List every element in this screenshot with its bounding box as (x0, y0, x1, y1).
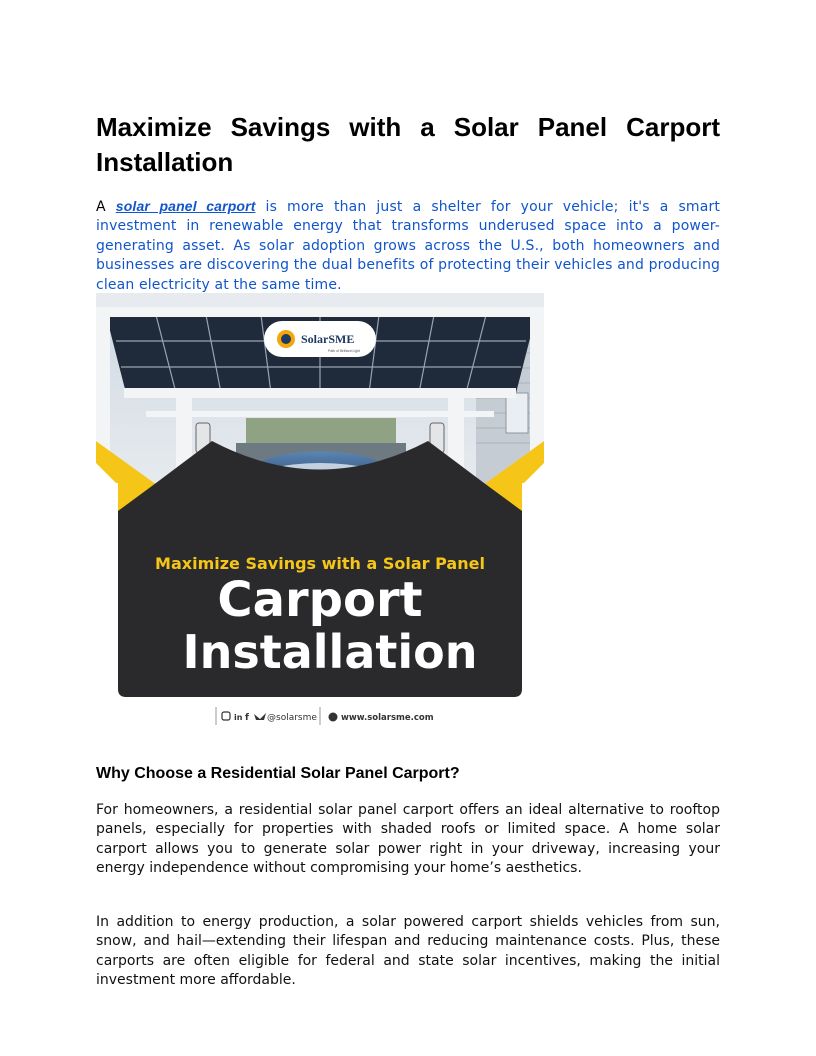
logo-tagline: Path of Brilliant Light (328, 349, 361, 353)
intro-lead: A (96, 199, 116, 215)
banner-headline-carport: Carport (217, 572, 423, 628)
solar-panel-carport-link[interactable]: solar panel carport (115, 198, 256, 214)
intro-text: is more than just a shelter for your vehicle; it's a smart investment in renewable energy that transforms underused space into a power-generating asset. As solar adoption grows across the U.S., both homeowners and businesses are discovering the dual benefits of protecting their vehicles and producing clean electricity at the same time. (96, 199, 720, 293)
website-url: www.solarsme.com (341, 713, 434, 723)
intro-paragraph (96, 197, 720, 295)
globe-icon (329, 713, 338, 722)
body-paragraph: In addition to energy production, a solar powered carport shields vehicles from sun, snow, and hail—extending their lifespan and reducing maintenance costs. Plus, these carports are often eligible for federal and state solar incentives, making the initial investment more affordable. (96, 914, 720, 989)
body-paragraph: For homeowners, a residential solar panel carport offers an ideal alternative to rooftop panels, especially for properties with shaded roofs or limited space. A home solar carport allows you to generate solar power right in your driveway, increasing your energy independence without compromising your home’s aesthetics. (96, 802, 720, 877)
social-handle: @solarsme (267, 713, 317, 723)
banner-headline-installation: Installation (182, 625, 478, 679)
solarsme-logo (264, 321, 376, 357)
twitter-icon (254, 713, 266, 720)
logo-wordmark: SolarSME (301, 332, 355, 346)
linkedin-icon: in (234, 713, 243, 722)
facebook-icon: f (245, 713, 249, 723)
section-heading: Why Choose a Residential Solar Panel Carport? (96, 765, 460, 782)
instagram-icon (222, 712, 230, 720)
banner-subheadline: Maximize Savings with a Solar Panel (155, 554, 485, 573)
page-title: Maximize Savings with a Solar Panel Carport Installation (96, 112, 720, 177)
hero-banner-image (96, 293, 544, 733)
social-footer-bar (216, 707, 434, 725)
